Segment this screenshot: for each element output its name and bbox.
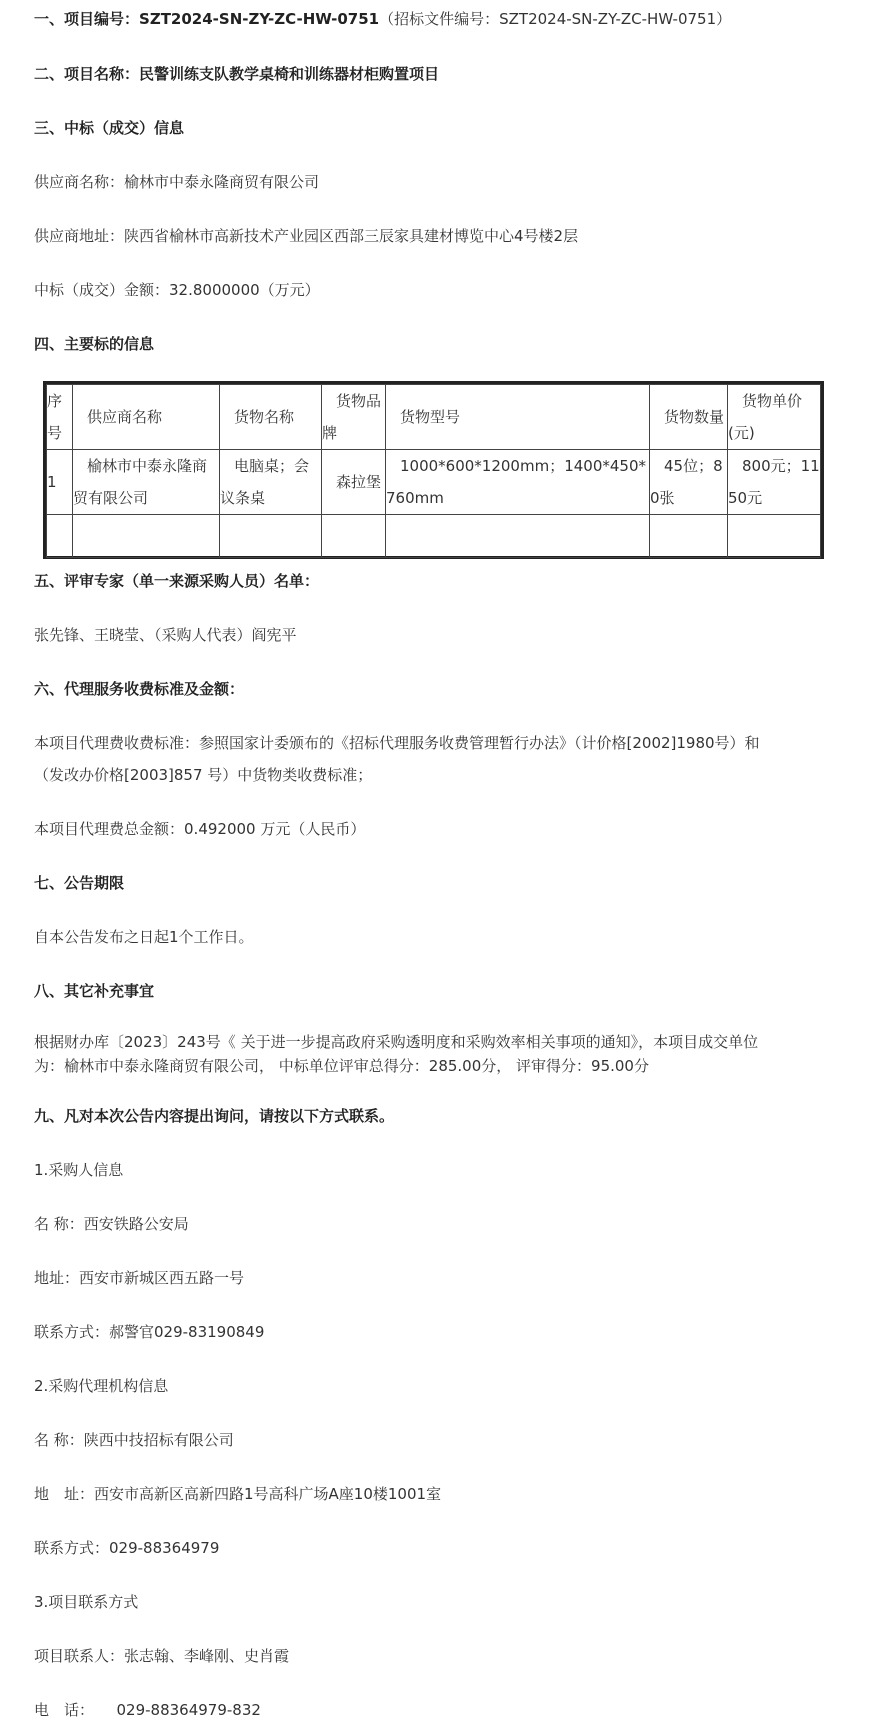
empty-cell xyxy=(220,515,322,558)
buyer-name: 名 称：西安铁路公安局 xyxy=(34,1215,189,1233)
main-items-heading: 四、主要标的信息 xyxy=(34,335,155,353)
experts-heading: 五、评审专家（单一来源采购人员）名单： xyxy=(34,572,320,590)
supplementary-heading: 八、其它补充事宜 xyxy=(34,982,155,1000)
supplementary-line1: 根据财办库〔2023〕243号《 关于进一步提高政府采购透明度和采购效率相关事项的通知》，本项目成交单位 xyxy=(34,1033,759,1051)
header-cell: 货物单价(元) xyxy=(728,385,821,450)
header-cell: 供应商名称 xyxy=(73,385,220,450)
supplier-name: 供应商名称：榆林市中泰永隆商贸有限公司 xyxy=(34,173,320,191)
project-number-line xyxy=(34,6,731,32)
header-cell: 货物型号 xyxy=(386,385,650,450)
main-items-table xyxy=(43,381,824,559)
agency-fee-standard-line2: （发改办价格[2003]857 号）中货物类收费标准； xyxy=(34,766,373,784)
buyer-contact: 联系方式：郝警官029-83190849 xyxy=(34,1323,265,1341)
table-cell: 45位；80张 xyxy=(650,450,728,515)
empty-cell xyxy=(728,515,821,558)
project-contact-title: 3.项目联系方式 xyxy=(34,1593,139,1611)
notice-period-heading: 七、公告期限 xyxy=(34,874,125,892)
agency-contact: 联系方式：029-88364979 xyxy=(34,1539,220,1557)
agency-fee-heading: 六、代理服务收费标准及金额： xyxy=(34,680,245,698)
table-cell: 森拉堡 xyxy=(322,450,386,515)
table-cell: 800元；1150元 xyxy=(728,450,821,515)
table-cell: 1000*600*1200mm；1400*450*760mm xyxy=(386,450,650,515)
buyer-info-title: 1.采购人信息 xyxy=(34,1161,124,1179)
empty-cell xyxy=(47,515,73,558)
header-cell: 货物名称 xyxy=(220,385,322,450)
empty-cell xyxy=(386,515,650,558)
empty-cell xyxy=(322,515,386,558)
agency-fee-total: 本项目代理费总金额：0.492000 万元（人民币） xyxy=(34,820,366,838)
award-amount: 中标（成交）金额：32.8000000（万元） xyxy=(34,281,320,299)
table-cell: 榆林市中泰永隆商贸有限公司 xyxy=(73,450,220,515)
supplier-address: 供应商地址：陕西省榆林市高新技术产业园区西部三辰家具建材博览中心4号楼2层 xyxy=(34,227,579,245)
buyer-address: 地址：西安市新城区西五路一号 xyxy=(34,1269,245,1287)
empty-cell xyxy=(650,515,728,558)
project-name-heading: 二、项目名称：民警训练支队教学桌椅和训练器材柜购置项目 xyxy=(34,65,440,83)
experts-list: 张先锋、王晓莹、（采购人代表）阎宪平 xyxy=(34,626,297,644)
contact-heading: 九、凡对本次公告内容提出询问，请按以下方式联系。 xyxy=(34,1107,395,1125)
table-cell: 1 xyxy=(47,450,73,515)
project-contact-phone: 电 话： 029-88364979-832 xyxy=(34,1701,261,1719)
project-contact-people: 项目联系人：张志翰、李峰刚、史肖霞 xyxy=(34,1647,290,1665)
header-cell: 序号 xyxy=(47,385,73,450)
tender-doc-number: （招标文件编号：SZT2024-SN-ZY-ZC-HW-0751） xyxy=(379,10,732,28)
award-info-heading: 三、中标（成交）信息 xyxy=(34,119,185,137)
notice-period-text: 自本公告发布之日起1个工作日。 xyxy=(34,928,254,946)
header-cell: 货物数量 xyxy=(650,385,728,450)
project-number-label: 一、项目编号： xyxy=(34,10,140,28)
table-header-row xyxy=(47,385,821,450)
agency-address: 地 址：西安市高新区高新四路1号高科广场A座10楼1001室 xyxy=(34,1485,442,1503)
supplementary-line2: 为：榆林市中泰永隆商贸有限公司， 中标单位评审总得分：285.00分， 评审得分：95.00分 xyxy=(34,1057,649,1075)
agency-fee-standard-line1: 本项目代理费收费标准：参照国家计委颁布的《招标代理服务收费管理暂行办法》（计价格[2002]1980号）和 xyxy=(34,734,760,752)
empty-cell xyxy=(73,515,220,558)
table-empty-row xyxy=(47,515,821,558)
agency-name: 名 称：陕西中技招标有限公司 xyxy=(34,1431,234,1449)
table-row xyxy=(47,450,821,515)
table-cell: 电脑桌；会议条桌 xyxy=(220,450,322,515)
agency-info-title: 2.采购代理机构信息 xyxy=(34,1377,169,1395)
project-number-code: SZT2024-SN-ZY-ZC-HW-0751 xyxy=(139,10,380,28)
header-cell: 货物品牌 xyxy=(322,385,386,450)
